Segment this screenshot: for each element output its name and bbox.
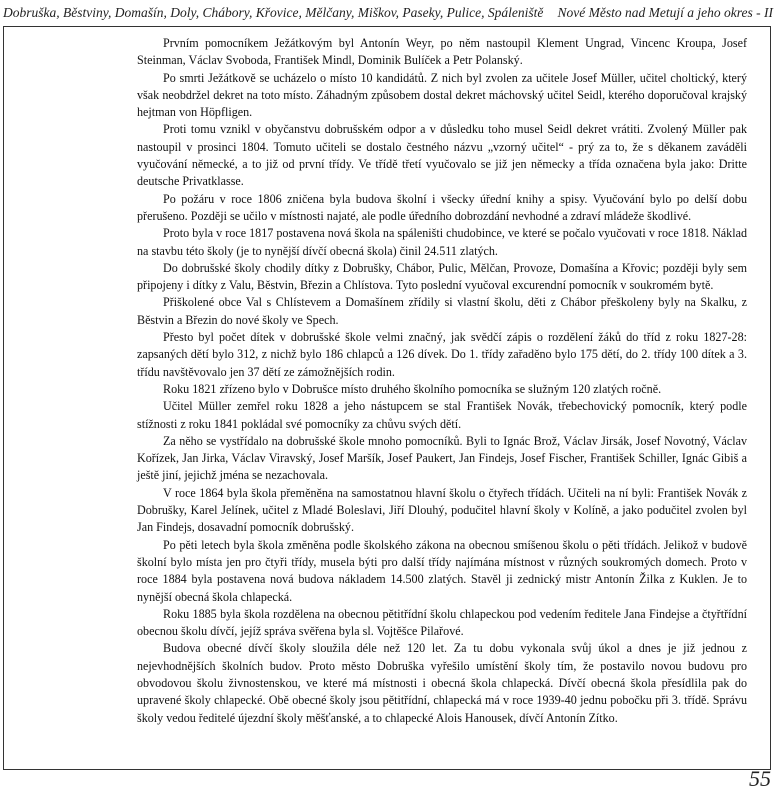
paragraph: Roku 1885 byla škola rozdělena na obecnou pětitřídní školu chlapeckou pod vedením ředitele Jana Findejse a čtyřtřídní obecnou školu dívčí, jejíž správa svěřena byla sl. Vojtěšce Pilařové. — [137, 606, 747, 639]
paragraph: Po pěti letech byla škola změněna podle školského zákona na obecnou smíšenou školu o pěti třídách. Jelikož v budově školní bylo místa jen pro čtyři třídy, musela býti pro další třídy najímána místnost v různých soukromých domech. Proto v roce 1884 byla postavena nová budova nákladem 14.500 zlatých. Stavěl ji zednický mistr Antonín Žilka z Kuklen. Je to nynější obecná škola chlapecká. — [137, 537, 747, 604]
paragraph: Do dobrušské školy chodily dítky z Dobrušky, Chábor, Pulic, Mělčan, Provoze, Domašína a Křovic; později byly sem připojeny i dítky z Valu, Běstvin, Březin a Chlístova. Tyto poslední vyučoval excurendní pomocník v soukromém bytě. — [137, 260, 747, 293]
paragraph: Přiškolené obce Val s Chlístevem a Domašínem zřídily si vlastní školu, děti z Chábor přeškoleny byly na Skalku, z Běstvin a Březin do nové školy ve Spech. — [137, 295, 747, 327]
paragraph: Proto byla v roce 1817 postavena nová škola na spáleništi chudobince, ve které se počalo vyučovati v roce 1818. Náklad na stavbu této školy (je to nynější dívčí obecná škola) činil 24.511 zlatých. — [137, 226, 747, 258]
paragraph: Po požáru v roce 1806 zničena byla budova školní i všecky úřední knihy a spisy. Vyučování bylo po delší dobu přerušeno. Později se učilo v místnosti najaté, ale podle úředního dobrozdání nevhodné a zdraví mládeže škodlivé. — [137, 191, 747, 223]
page-number: 55 — [749, 766, 771, 791]
paragraph: Proti tomu vznikl v obyčanstvu dobrušském odpor a v důsledku toho musel Seidl dekret vrátiti. Zvolený Müller pak nastoupil v prosinci 1804. Tomuto učiteli se dostalo čestného názvu „vzorný učitel“ - prý za to, že s děkanem zaváděli vyučování německé, a to již od první třídy. Ve třídě třetí vyučovalo se již jen německy a třída označena byla jako: Dritte deutsche Privatklasse. — [137, 122, 747, 189]
header-left-title: Dobruška, Běstviny, Domašín, Doly, Chábory, Křovice, Mělčany, Miškov, Paseky, Pulice, Spáleniště — [3, 5, 544, 20]
paragraph: V roce 1864 byla škola přeměněna na samostatnou hlavní školu o čtyřech třídách. Učiteli na ní byli: František Novák z Dobrušky, Karel Jelínek, učitel z Mladé Boleslavi, Jiří Dlouhý, podučitel hlavní školy v Kolíně, a jako podučitel zvolen byl Jan Findejs, dosavadní pomocník dobrušský. — [137, 485, 747, 535]
header-right-title: Nové Město nad Metují a jeho okres - II — [557, 5, 773, 20]
paragraph: Učitel Müller zemřel roku 1828 a jeho nástupcem se stal František Novák, třebechovický pomocník, který podle stížnosti z roku 1841 pokládal své pomocníky za chůvu svých dětí. — [137, 399, 747, 431]
paragraph: Přesto byl počet dítek v dobrušské škole velmi značný, jak svědčí zápis o rozdělení žáků do tříd z roku 1827-28: zapsaných dětí bylo 312, z nichž bylo 186 chlapců a 126 dívek. Do 1. třídy zařaděno bylo 175 dětí, do 2. třídy 100 dítek a 3. třídu navštěvovalo jen 37 dětí ze zámožnějších rodin. — [137, 330, 747, 379]
paragraph: Za něho se vystřídalo na dobrušské škole mnoho pomocníků. Byli to Ignác Brož, Václav Jirsák, Josef Novotný, Václav Kořízek, Jan Jirka, Václav Viravský, Josef Maršík, Josef Paukert, Jan Findejs, Josef Fischer, František Schiller, Ignác Gibiš a ještě jiní, jejichž jména se nezachovala. — [137, 433, 747, 483]
paragraph: Roku 1821 zřízeno bylo v Dobrušce místo druhého školního pomocníka se služným 120 zlatých ročně. — [163, 381, 662, 396]
paragraph: Po smrti Ježátkově se ucházelo o místo 10 kandidátů. Z nich byl zvolen za učitele Josef Müller, učitel choltický, který však neobdržel dekret na toto místo. Záhadným způsobem dostal dekret máchovský učitel Seidl, kterého doporučoval krajský hejtman von Höpfligen. — [137, 70, 747, 120]
running-header — [3, 3, 773, 23]
paragraph: Budova obecné dívčí školy sloužila déle než 120 let. Za tu dobu vykonala svůj úkol a dnes je již jednou z nejevhodnějších školních budov. Proto město Dobruška vyřešilo umístění školy tím, že postavilo novou budovu pro obvodovou školu živnostenskou, ve které má místnosti i obecná škola chlapecká. Dívčí obecná škola přesídlila pak do upravené školy chlapecké. Obě obecné školy jsou pětitřídní, chlapecká má v roce 1939-40 jednu pobočku při 3. třídě. Správu školy vedou ředitelé újezdní školy měšťanské, a to chlapecké Alois Hanousek, dívčí Antonín Zítko. — [137, 641, 747, 725]
paragraph: Prvním pomocníkem Ježátkovým byl Antonín Weyr, po něm nastoupil Klement Ungrad, Vincenc Kroupa, Josef Steinman, Václav Svoboda, František Mindl, Dominik Bulíček a Petr Polanský. — [137, 36, 747, 68]
body-text — [137, 35, 747, 727]
